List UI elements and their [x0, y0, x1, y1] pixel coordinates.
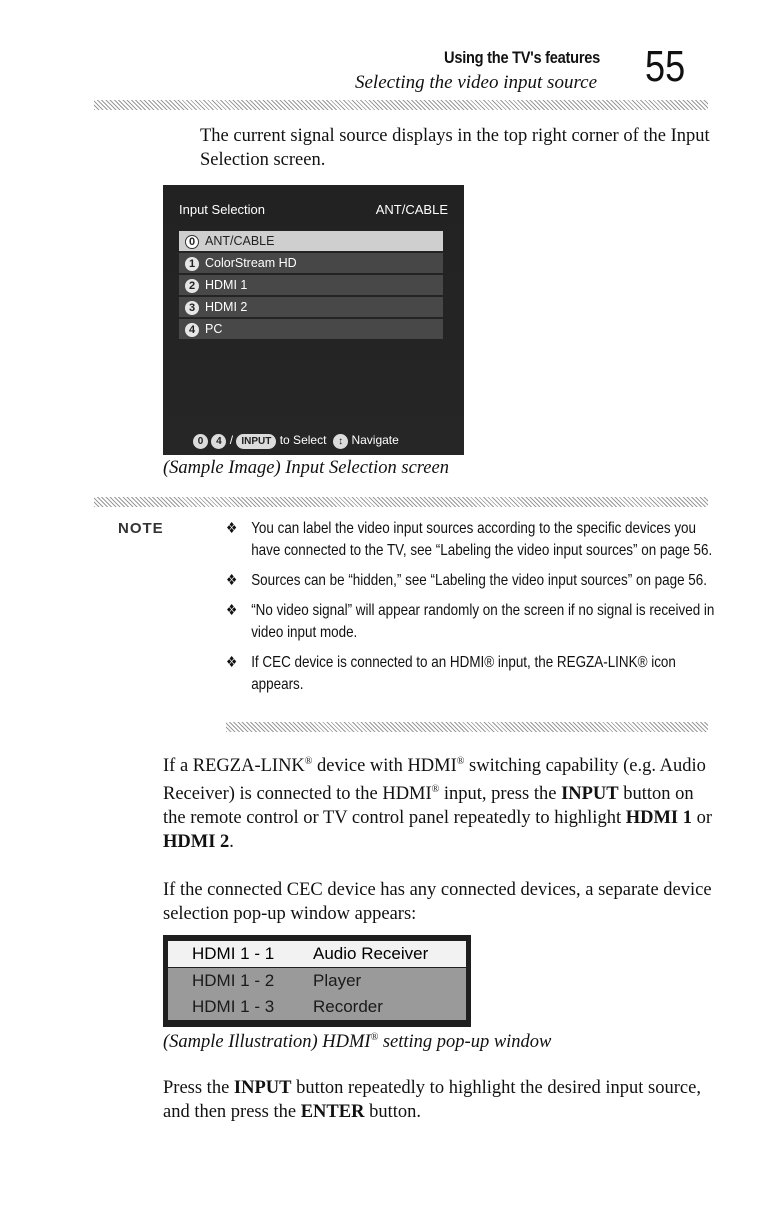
input-label: HDMI 2 — [205, 300, 248, 314]
para-text: device with HDMI — [312, 756, 457, 777]
input-number: 2 — [185, 279, 199, 293]
note-item — [226, 600, 722, 644]
subsection-title: Selecting the video input source — [355, 72, 597, 93]
note-text: “No video signal” will appear randomly on the screen if no signal is received in video input mode. — [251, 602, 715, 641]
caption-hdmi-popup — [163, 1032, 551, 1053]
input-item-colorstream[interactable] — [179, 253, 443, 273]
note-label: NOTE — [118, 520, 164, 537]
para-text: . — [229, 832, 234, 853]
para-text: button. — [364, 1102, 421, 1122]
hdmi-popup-window — [163, 935, 471, 1027]
caption-text: setting pop-up window — [378, 1032, 552, 1053]
popup-row-recorder[interactable] — [168, 994, 466, 1020]
intro-paragraph: The current signal source displays in the top right corner of the Input Selection screen. — [200, 126, 710, 170]
current-source: ANT/CABLE — [375, 202, 448, 217]
input-item-hdmi1[interactable] — [179, 275, 443, 295]
input-number: 1 — [185, 257, 199, 271]
popup-port: HDMI 1 - 3 — [192, 997, 275, 1016]
note-divider-top — [94, 497, 708, 507]
note-item — [226, 518, 722, 562]
key-0-icon: 0 — [193, 434, 208, 449]
registered-mark: ® — [456, 756, 465, 767]
para-text: If a REGZA-LINK — [163, 756, 305, 777]
input-item-ant-cable[interactable] — [179, 231, 443, 251]
navigate-label: Navigate — [351, 433, 399, 447]
input-label: ColorStream HD — [205, 256, 297, 270]
note-text: If CEC device is connected to an HDMI® input, the REGZA-LINK® icon appears. — [251, 654, 676, 693]
para-text: input, press the — [439, 784, 562, 805]
screen-header — [163, 199, 464, 221]
note-text: Sources can be “hidden,” see “Labeling the video input sources” on page 56. — [251, 572, 707, 589]
key-4-icon: 4 — [211, 434, 226, 449]
diamond-bullet-icon: ❖ — [226, 572, 238, 589]
input-selection-screen — [163, 185, 464, 455]
input-label: HDMI 1 — [205, 278, 248, 292]
enter-button-term: ENTER — [300, 1102, 365, 1122]
input-key-icon: INPUT — [236, 434, 276, 449]
popup-row-audio-receiver[interactable] — [168, 941, 466, 967]
regza-link-paragraph — [163, 750, 713, 854]
input-label: ANT/CABLE — [205, 234, 275, 248]
input-button-term: INPUT — [233, 1078, 292, 1098]
input-number: 4 — [185, 323, 199, 337]
registered-mark: ® — [431, 784, 440, 796]
section-title: Using the TV's features — [444, 48, 600, 67]
popup-port: HDMI 1 - 1 — [192, 944, 275, 963]
input-list — [179, 231, 443, 341]
popup-row-player[interactable] — [168, 968, 466, 994]
registered-mark: ® — [304, 756, 313, 767]
note-item — [226, 570, 722, 592]
input-item-hdmi2[interactable] — [179, 297, 443, 317]
hdmi2-term: HDMI 2 — [163, 832, 230, 853]
para-text: button on the remote control or TV control panel repeatedly to highlight — [163, 784, 694, 829]
input-number: 3 — [185, 301, 199, 315]
input-number: 0 — [185, 235, 199, 249]
registered-mark: ® — [370, 1032, 379, 1043]
key-slash: / — [229, 433, 234, 447]
diamond-bullet-icon: ❖ — [226, 602, 238, 619]
header-divider — [94, 100, 708, 110]
cec-paragraph: If the connected CEC device has any connected devices, a separate device selection pop-up window appears: — [163, 880, 712, 924]
para-text: switching capability (e.g. Audio Receiver) is connected to the HDMI — [163, 756, 706, 805]
note-list — [226, 518, 715, 704]
note-divider-bottom — [226, 722, 708, 732]
screen-footer — [193, 433, 399, 449]
popup-device: Audio Receiver — [313, 944, 429, 963]
note-item — [226, 652, 722, 696]
caption-text: (Sample Illustration) HDMI — [163, 1032, 371, 1053]
hdmi1-term: HDMI 1 — [625, 808, 693, 829]
para-text: or — [692, 808, 713, 829]
para-text: Press the — [163, 1078, 234, 1098]
popup-device: Recorder — [313, 997, 383, 1016]
diamond-bullet-icon: ❖ — [226, 520, 238, 537]
input-button-term: INPUT — [561, 784, 619, 805]
select-label: to Select — [279, 433, 327, 447]
popup-device: Player — [313, 971, 362, 990]
page-number: 55 — [645, 42, 686, 91]
diamond-bullet-icon: ❖ — [226, 654, 238, 671]
final-paragraph — [163, 1076, 713, 1124]
input-label: PC — [205, 322, 223, 336]
note-text: You can label the video input sources according to the specific devices you have connected to the TV, see “Labeling the video input sources” on page 56. — [251, 520, 713, 559]
navigate-dpad-icon: ↕ — [333, 434, 348, 449]
popup-port: HDMI 1 - 2 — [192, 971, 275, 990]
screen-title: Input Selection — [179, 202, 266, 217]
para-text: button repeatedly to highlight the desired input source, and then press the — [163, 1078, 701, 1122]
caption-input-screen: (Sample Image) Input Selection screen — [163, 458, 449, 478]
input-item-pc[interactable] — [179, 319, 443, 339]
